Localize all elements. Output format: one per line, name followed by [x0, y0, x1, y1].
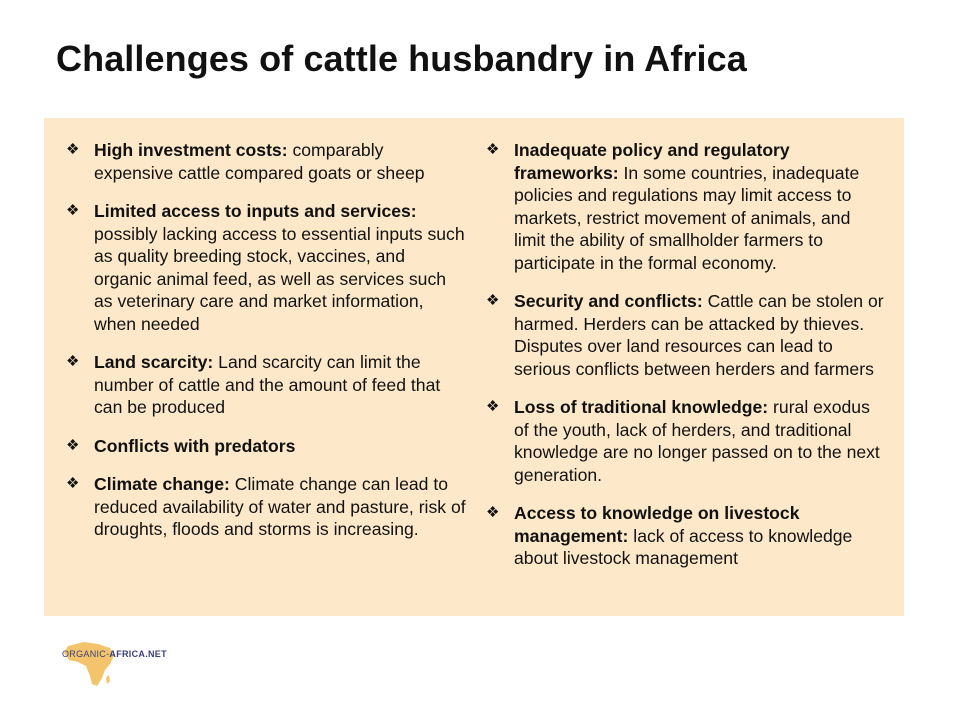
item-heading: Limited access to inputs and services: [94, 201, 417, 221]
item-heading: Loss of traditional knowledge: [514, 397, 769, 417]
item-heading: Conflicts with predators [94, 435, 296, 456]
item-heading: Land scarcity: [94, 352, 214, 372]
list-item [66, 473, 466, 541]
item-heading: Climate change: [94, 474, 230, 494]
right-column [486, 139, 886, 586]
diamond-bullet-icon: ❖ [66, 202, 80, 219]
list-item [66, 351, 466, 419]
item-body: Land scarcity can limit the number of cattle and the amount of feed that can be produced [94, 352, 441, 417]
logo-part-1: ORGANIC- [62, 649, 110, 659]
item-body: In some countries, inadequate policies and regulations may limit access to markets, restrict movement of animals, and limit the ability of smallholder farmers to participate in the formal economy. [514, 162, 860, 273]
item-body: Cattle can be stolen or harmed. Herders can be attacked by thieves. Disputes over land resources can lead to serious conflicts between herders and farmers [514, 291, 884, 379]
list-item [66, 435, 466, 458]
item-body: lack of access to knowledge about livestock management [514, 525, 853, 568]
item-body: Climate change can lead to reduced availability of water and pasture, risk of droughts, floods and storms is increasing. [94, 474, 466, 539]
list-item [486, 290, 886, 380]
diamond-bullet-icon: ❖ [486, 504, 500, 521]
diamond-bullet-icon: ❖ [66, 436, 80, 454]
page-title: Challenges of cattle husbandry in Africa [56, 38, 747, 79]
left-column [66, 139, 466, 557]
logo-part-2: AFRICA.NET [109, 649, 167, 659]
diamond-bullet-icon: ❖ [486, 292, 500, 309]
diamond-bullet-icon: ❖ [486, 141, 500, 158]
logo[interactable] [62, 649, 167, 659]
item-body: rural exodus of the youth, lack of herders, and traditional knowledge are no longer passed on to the next generation. [514, 397, 880, 485]
africa-map-icon [58, 640, 168, 688]
diamond-bullet-icon: ❖ [486, 398, 500, 415]
content-panel [44, 118, 904, 616]
list-item [66, 200, 466, 335]
item-heading: Access to knowledge on livestock management: [514, 503, 800, 546]
item-heading: Inadequate policy and regulatory frameworks: [514, 140, 790, 183]
list-item [66, 139, 466, 184]
list-item [486, 139, 886, 274]
diamond-bullet-icon: ❖ [66, 353, 80, 370]
diamond-bullet-icon: ❖ [66, 141, 80, 158]
item-heading: Security and conflicts: [514, 291, 703, 311]
item-body: possibly lacking access to essential inputs such as quality breeding stock, vaccines, and organic animal feed, as well as services such as veterinary care and market information, when needed [94, 223, 465, 334]
list-item [486, 396, 886, 486]
list-item [486, 502, 886, 570]
item-body: comparably expensive cattle compared goats or sheep [94, 140, 425, 183]
item-heading: High investment costs: [94, 140, 288, 160]
diamond-bullet-icon: ❖ [66, 475, 80, 492]
